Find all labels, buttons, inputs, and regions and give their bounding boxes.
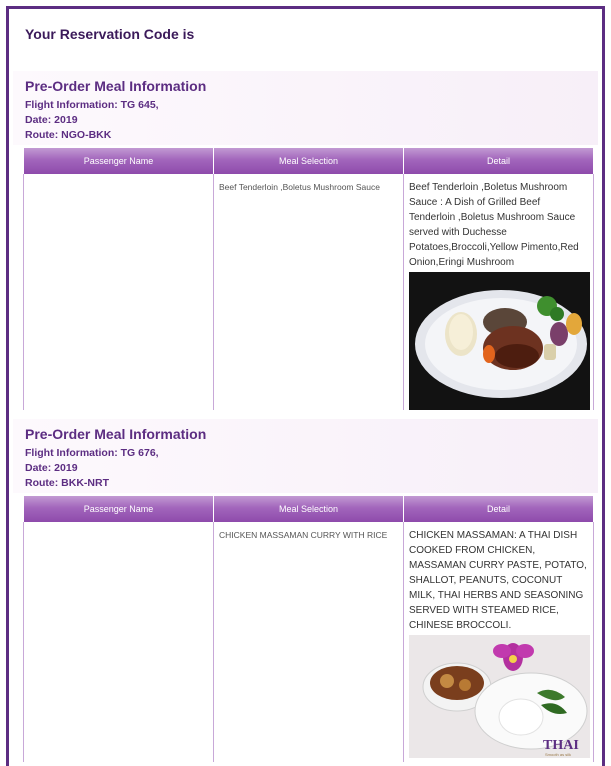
- table-row: [24, 522, 594, 762]
- meal-selection: Beef Tenderloin ,Boletus Mushroom Sauce: [219, 182, 380, 192]
- beef-tenderloin-photo: [409, 272, 590, 410]
- meal-selection: CHICKEN MASSAMAN CURRY WITH RICE: [219, 530, 388, 540]
- meal-table: [23, 496, 594, 762]
- flight-info: Flight Information: TG 645,: [25, 99, 159, 111]
- flight-route: Route: BKK-NRT: [25, 477, 109, 489]
- flight-route: Route: NGO-BKK: [25, 129, 112, 141]
- column-header-meal: Meal Selection: [214, 148, 404, 174]
- flight-info: Flight Information: TG 676,: [25, 447, 159, 459]
- meal-detail: Beef Tenderloin ,Boletus Mushroom Sauce : A Dish of Grilled Beef Tenderloin ,Boletus Mushroom Sauce served with Duchesse Potatoes,Broccoli,Yellow Pimento,Red Onion,Eringi Mushroom: [409, 182, 579, 268]
- table-row: [24, 174, 594, 410]
- meal-detail: CHICKEN MASSAMAN: A THAI DISH COOKED FROM CHICKEN, MASSAMAN CURRY PASTE, POTATO, SHALLOT, PEANUTS, COCONUT MILK, THAI HERBS AND SEASONING SERVED WITH STEAMED RICE, CHINESE BROCCOLI.: [409, 530, 587, 631]
- section-title: Pre-Order Meal Information: [25, 426, 207, 442]
- column-header-meal: Meal Selection: [214, 496, 404, 522]
- column-header-passenger: Passenger Name: [24, 496, 214, 522]
- thai-logo-tagline: Smooth as silk: [545, 752, 572, 757]
- passenger-name-cell: [24, 522, 214, 762]
- flight-date: Date: 2019: [25, 114, 78, 126]
- table-header: [24, 496, 594, 522]
- meal-table: [23, 148, 594, 410]
- chicken-massaman-photo: [409, 635, 590, 758]
- table-header: [24, 148, 594, 174]
- column-header-detail: Detail: [404, 148, 594, 174]
- thai-logo: THAI: [543, 738, 579, 753]
- column-header-passenger: Passenger Name: [24, 148, 214, 174]
- reservation-code-title: Your Reservation Code is: [25, 26, 195, 42]
- reservation-panel: [6, 6, 605, 766]
- column-header-detail: Detail: [404, 496, 594, 522]
- passenger-name-cell: [24, 174, 214, 410]
- flight-date: Date: 2019: [25, 462, 78, 474]
- section-title: Pre-Order Meal Information: [25, 78, 207, 94]
